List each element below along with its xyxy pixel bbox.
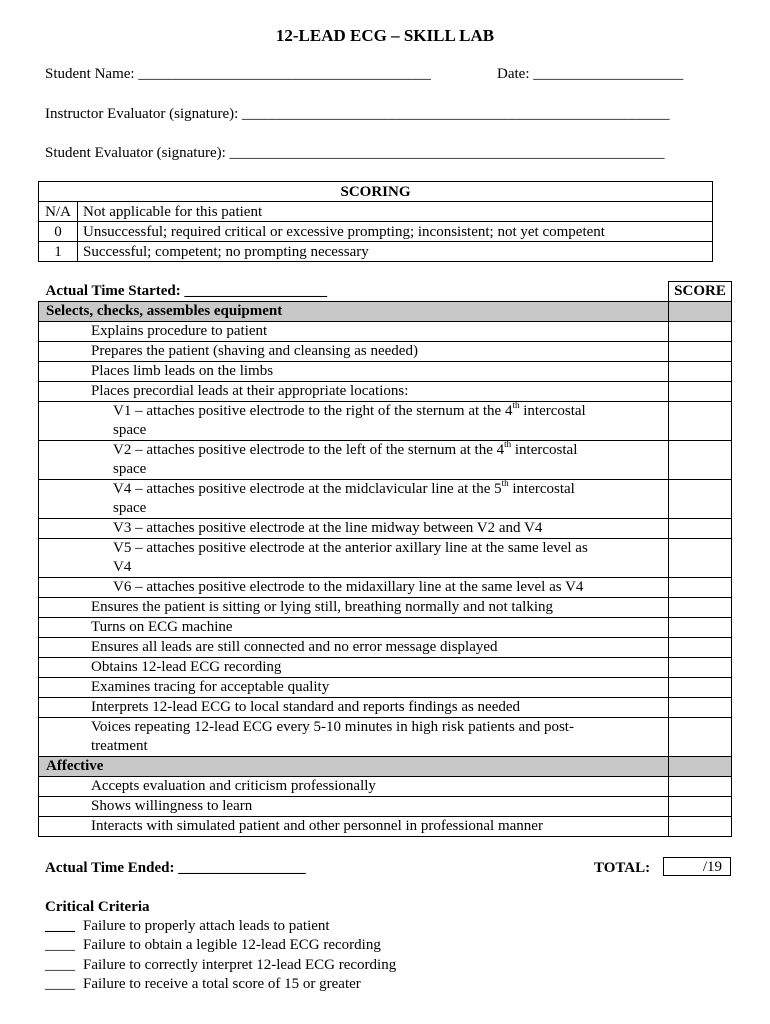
checklist-row	[39, 578, 732, 598]
checklist-item: Places limb leads on the limbs	[91, 363, 274, 379]
scoring-title: SCORING	[39, 182, 713, 202]
score-cell[interactable]	[669, 342, 732, 362]
scoring-code: 1	[39, 242, 78, 262]
checklist-subitem: V6 – attaches positive electrode to the midaxillary line at the same level as V4	[113, 579, 584, 595]
checklist-row	[39, 618, 732, 638]
section-heading: Affective	[39, 757, 669, 777]
criteria-checkbox-blank[interactable]: ____	[45, 937, 75, 953]
scoring-description: Successful; competent; no prompting necessary	[78, 242, 713, 262]
scoring-legend-table	[38, 181, 713, 262]
skill-checklist-table	[38, 281, 732, 837]
score-cell[interactable]	[669, 658, 732, 678]
instructor-signature-field[interactable]: Instructor Evaluator (signature): _________________________________________________________	[45, 106, 670, 122]
score-cell[interactable]	[669, 362, 732, 382]
score-cell[interactable]	[669, 777, 732, 797]
student-name-field[interactable]: Student Name: _______________________________________	[45, 66, 431, 82]
checklist-item: Prepares the patient (shaving and cleansing as needed)	[91, 343, 418, 359]
checklist-item: Voices repeating 12-lead ECG every 5-10 minutes in high risk patients and post- treatment	[91, 719, 574, 754]
criteria-text: Failure to receive a total score of 15 or greater	[83, 976, 361, 992]
checklist-item: Obtains 12-lead ECG recording	[91, 659, 282, 675]
section-score-cell	[669, 302, 732, 322]
criteria-checkbox-blank[interactable]: ____	[45, 976, 75, 992]
scoring-row	[39, 242, 713, 262]
checklist-row	[39, 441, 732, 480]
checklist-item: Examines tracing for acceptable quality	[91, 679, 330, 695]
section-row	[39, 302, 732, 322]
total-label: TOTAL:	[594, 860, 651, 876]
checklist-subitem: V2 – attaches positive electrode to the left of the sternum at the 4th intercostal space	[113, 439, 578, 477]
score-cell[interactable]	[669, 598, 732, 618]
checklist-subitem: V5 – attaches positive electrode at the anterior axillary line at the same level as V4	[113, 540, 588, 575]
checklist-item: Places precordial leads at their appropriate locations:	[91, 383, 409, 399]
checklist-row	[39, 718, 732, 757]
criteria-checkbox-blank[interactable]: ____	[45, 957, 75, 973]
checklist-subitem: V4 – attaches positive electrode at the midclavicular line at the 5th intercostal space	[113, 478, 575, 516]
score-cell[interactable]	[669, 441, 732, 480]
critical-criteria-item	[45, 918, 330, 935]
checklist-item: Ensures the patient is sitting or lying still, breathing normally and not talking	[91, 599, 554, 615]
page-title: 12-LEAD ECG – SKILL LAB	[275, 26, 495, 45]
critical-criteria-item	[45, 957, 396, 974]
checklist-row	[39, 362, 732, 382]
scoring-description: Not applicable for this patient	[78, 202, 713, 222]
critical-criteria-title: Critical Criteria	[45, 899, 150, 915]
score-cell[interactable]	[669, 698, 732, 718]
checklist-row	[39, 598, 732, 618]
checklist-row	[39, 480, 732, 519]
score-cell[interactable]	[669, 618, 732, 638]
checklist-subitem: V3 – attaches positive electrode at the line midway between V2 and V4	[113, 520, 543, 536]
criteria-text: Failure to obtain a legible 12-lead ECG recording	[83, 937, 381, 953]
score-cell[interactable]	[669, 718, 732, 757]
checklist-row	[39, 817, 732, 837]
checklist-row	[39, 402, 732, 441]
checklist-item: Turns on ECG machine	[91, 619, 233, 635]
section-row	[39, 757, 732, 777]
checklist-item: Interprets 12-lead ECG to local standard and reports findings as needed	[91, 699, 521, 715]
date-field[interactable]: Date: ____________________	[497, 66, 684, 82]
scoring-description: Unsuccessful; required critical or excessive prompting; inconsistent; not yet competent	[78, 222, 713, 242]
checklist-item: Explains procedure to patient	[91, 323, 268, 339]
checklist-row	[39, 777, 732, 797]
checklist-subitem: V1 – attaches positive electrode to the right of the sternum at the 4th intercostal space	[113, 400, 586, 438]
checklist-row	[39, 539, 732, 578]
critical-criteria-item	[45, 976, 361, 993]
checklist-row	[39, 698, 732, 718]
score-cell[interactable]	[669, 797, 732, 817]
checklist-row	[39, 658, 732, 678]
scoring-code: 0	[39, 222, 78, 242]
score-cell[interactable]	[669, 519, 732, 539]
score-cell[interactable]	[669, 402, 732, 441]
checklist-item: Accepts evaluation and criticism professionally	[91, 778, 376, 794]
section-heading: Selects, checks, assembles equipment	[39, 302, 669, 322]
time-started-field[interactable]: Actual Time Started: ___________________	[45, 282, 328, 299]
checklist-row	[39, 382, 732, 402]
checklist-row	[39, 678, 732, 698]
checklist-item: Ensures all leads are still connected and no error message displayed	[91, 639, 498, 655]
score-cell[interactable]	[669, 817, 732, 837]
criteria-text: Failure to properly attach leads to patient	[83, 918, 330, 934]
criteria-text: Failure to correctly interpret 12-lead ECG recording	[83, 957, 397, 973]
scoring-row	[39, 222, 713, 242]
score-cell[interactable]	[669, 382, 732, 402]
score-cell[interactable]	[669, 322, 732, 342]
scoring-code: N/A	[39, 202, 78, 222]
score-cell[interactable]	[669, 480, 732, 519]
score-cell[interactable]	[669, 678, 732, 698]
score-cell[interactable]	[669, 539, 732, 578]
student-evaluator-signature-field[interactable]: Student Evaluator (signature): __________________________________________________________	[45, 145, 665, 161]
checklist-row	[39, 797, 732, 817]
score-cell[interactable]	[669, 638, 732, 658]
score-column-header: SCORE	[669, 282, 732, 302]
critical-criteria-item	[45, 937, 381, 954]
checklist-row	[39, 638, 732, 658]
checklist-item: Interacts with simulated patient and other personnel in professional manner	[91, 818, 543, 834]
scoring-row	[39, 202, 713, 222]
checklist-row	[39, 519, 732, 539]
checklist-row	[39, 342, 732, 362]
checklist-row	[39, 322, 732, 342]
criteria-checkbox-blank[interactable]: ____	[45, 918, 75, 934]
checklist-header-row	[39, 282, 732, 302]
total-score-box[interactable]: /19	[663, 857, 731, 876]
section-score-cell	[669, 757, 732, 777]
checklist-item: Shows willingness to learn	[91, 798, 253, 814]
score-cell[interactable]	[669, 578, 732, 598]
time-ended-field[interactable]: Actual Time Ended: _________________	[45, 860, 306, 876]
